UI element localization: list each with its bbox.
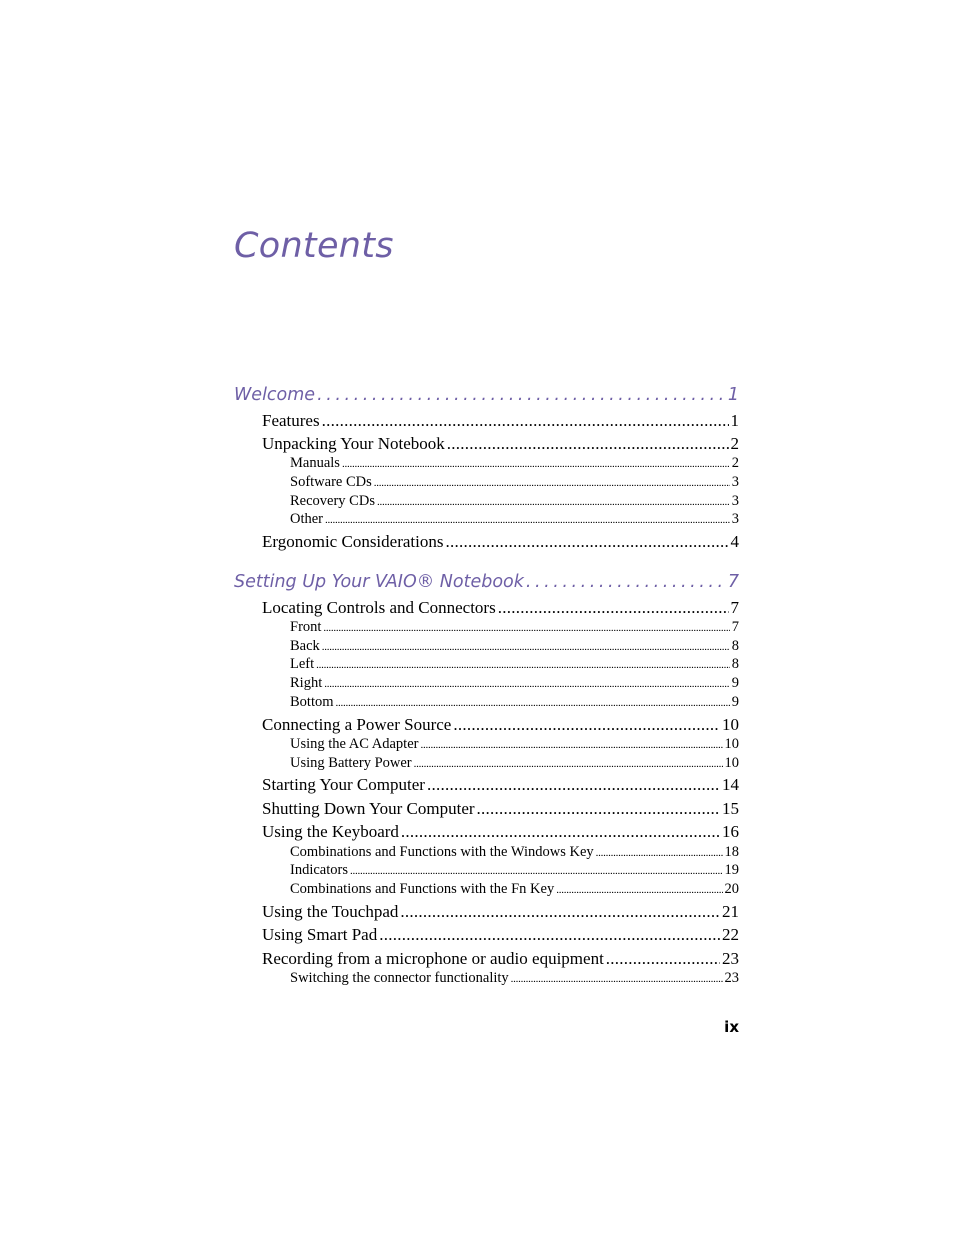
toc-subsection-entry[interactable] bbox=[290, 844, 739, 861]
toc-entry-label: Locating Controls and Connectors bbox=[262, 598, 496, 617]
toc-subsection-entry[interactable] bbox=[290, 881, 739, 898]
dot-leader bbox=[477, 799, 720, 819]
dot-leader bbox=[414, 755, 723, 772]
toc-entry-page: 9 bbox=[731, 675, 739, 691]
toc-entry-label: Using Smart Pad bbox=[262, 925, 378, 944]
dot-leader bbox=[401, 822, 720, 842]
toc-section-entry[interactable] bbox=[262, 925, 739, 945]
dot-leader bbox=[324, 675, 730, 692]
toc-entry-page: 9 bbox=[731, 694, 739, 710]
dot-leader bbox=[596, 844, 723, 861]
toc-entry-label: Connecting a Power Source bbox=[262, 715, 452, 734]
toc-entry-label: Using the AC Adapter bbox=[290, 736, 419, 752]
toc-entry-label: Using the Keyboard bbox=[262, 822, 399, 841]
toc-entry-page: 15 bbox=[722, 799, 739, 818]
toc-subsection-entry[interactable] bbox=[290, 970, 739, 987]
toc-section-entry[interactable] bbox=[262, 715, 739, 735]
toc-entry-page: 19 bbox=[724, 862, 739, 878]
toc-entry-label: Starting Your Computer bbox=[262, 775, 425, 794]
toc-entry-page: 2 bbox=[730, 434, 739, 453]
toc-entry-page: 23 bbox=[722, 949, 739, 968]
toc-entry-page: 7 bbox=[730, 598, 739, 617]
toc-subsection-entry[interactable] bbox=[290, 736, 739, 753]
dot-leader bbox=[427, 775, 720, 795]
toc-section-entry[interactable] bbox=[262, 598, 739, 618]
toc-entry-page: 18 bbox=[724, 844, 739, 860]
toc-entry-page: 7 bbox=[727, 572, 739, 592]
toc-entry-page: 7 bbox=[731, 619, 739, 635]
toc-entry-page: 1 bbox=[727, 385, 739, 405]
dot-leader bbox=[374, 474, 730, 491]
toc-subsection-entry[interactable] bbox=[290, 755, 739, 772]
toc-entry-label: Ergonomic Considerations bbox=[262, 532, 444, 551]
toc-entry-label: Software CDs bbox=[290, 474, 372, 490]
toc-section-entry[interactable] bbox=[262, 902, 739, 922]
toc-subsection-entry[interactable] bbox=[290, 474, 739, 491]
dot-leader bbox=[556, 881, 722, 898]
toc-subsection-entry[interactable] bbox=[290, 638, 739, 655]
toc-entry-label: Recording from a microphone or audio equipment bbox=[262, 949, 604, 968]
toc-entry-label: Indicators bbox=[290, 862, 348, 878]
toc-entry-label: Using Battery Power bbox=[290, 755, 412, 771]
dot-leader bbox=[453, 715, 720, 735]
toc-entry-page: 8 bbox=[731, 656, 739, 672]
toc-subsection-entry[interactable] bbox=[290, 493, 739, 510]
toc-subsection-entry[interactable] bbox=[290, 694, 739, 711]
toc-entry-page: 3 bbox=[731, 511, 739, 527]
toc-entry-label: Setting Up Your VAIO® Notebook bbox=[234, 572, 524, 592]
toc-entry-label: Manuals bbox=[290, 455, 340, 471]
page-title: Contents bbox=[234, 226, 394, 266]
toc-entry-label: Other bbox=[290, 511, 324, 527]
dot-leader bbox=[498, 598, 729, 618]
page-number: ix bbox=[724, 1018, 739, 1036]
toc-entry-page: 22 bbox=[722, 925, 739, 944]
toc-entry-page: 10 bbox=[722, 715, 739, 734]
toc-entry-page: 3 bbox=[731, 474, 739, 490]
dot-leader bbox=[350, 862, 723, 879]
dot-leader bbox=[447, 434, 729, 454]
toc-entry-page: 4 bbox=[730, 532, 739, 551]
dot-leader bbox=[377, 493, 730, 510]
toc-entry-page: 23 bbox=[724, 970, 739, 986]
toc-section-entry[interactable] bbox=[262, 822, 739, 842]
dot-leader bbox=[400, 902, 720, 922]
toc-chapter-entry[interactable] bbox=[234, 385, 739, 405]
toc-section-entry[interactable] bbox=[262, 434, 739, 454]
toc-subsection-entry[interactable] bbox=[290, 455, 739, 472]
toc-entry-label: Unpacking Your Notebook bbox=[262, 434, 445, 453]
toc-subsection-entry[interactable] bbox=[290, 656, 739, 673]
toc-entry-label: Recovery CDs bbox=[290, 493, 375, 509]
dot-leader bbox=[606, 949, 720, 969]
toc-subsection-entry[interactable] bbox=[290, 511, 739, 528]
toc-entry-page: 10 bbox=[724, 736, 739, 752]
toc-entry-label: Right bbox=[290, 675, 323, 691]
toc-entry-page: 14 bbox=[722, 775, 739, 794]
toc-entry-page: 10 bbox=[724, 755, 739, 771]
toc-entry-label: Back bbox=[290, 638, 320, 654]
dot-leader bbox=[379, 925, 720, 945]
dot-leader bbox=[511, 970, 723, 987]
toc-entry-label: Bottom bbox=[290, 694, 334, 710]
dot-leader bbox=[526, 572, 726, 592]
toc-entry-page: 2 bbox=[731, 455, 739, 471]
toc-entry-label: Features bbox=[262, 411, 320, 430]
dot-leader bbox=[325, 511, 730, 528]
dot-leader bbox=[336, 694, 730, 711]
toc-entry-label: Combinations and Functions with the Fn Key bbox=[290, 881, 555, 897]
dot-leader bbox=[445, 532, 728, 552]
dot-leader bbox=[323, 619, 729, 636]
toc-section-entry[interactable] bbox=[262, 532, 739, 552]
dot-leader bbox=[317, 385, 726, 405]
toc-entry-page: 8 bbox=[731, 638, 739, 654]
toc-subsection-entry[interactable] bbox=[290, 862, 739, 879]
toc-entry-label: Combinations and Functions with the Windows Key bbox=[290, 844, 594, 860]
toc-chapter-entry[interactable] bbox=[234, 572, 739, 592]
toc-entry-label: Shutting Down Your Computer bbox=[262, 799, 475, 818]
toc-entry-page: 20 bbox=[724, 881, 739, 897]
toc-section-entry[interactable] bbox=[262, 949, 739, 969]
toc-section-entry[interactable] bbox=[262, 799, 739, 819]
toc-entry-page: 21 bbox=[722, 902, 739, 921]
toc-entry-label: Welcome bbox=[234, 385, 316, 405]
dot-leader bbox=[322, 411, 729, 431]
dot-leader bbox=[316, 656, 730, 673]
dot-leader bbox=[342, 455, 730, 472]
dot-leader bbox=[322, 638, 730, 655]
toc-entry-page: 16 bbox=[722, 822, 739, 841]
toc-entry-page: 1 bbox=[730, 411, 739, 430]
toc-entry-label: Using the Touchpad bbox=[262, 902, 399, 921]
toc-entry-page: 3 bbox=[731, 493, 739, 509]
toc-subsection-entry[interactable] bbox=[290, 619, 739, 636]
toc-subsection-entry[interactable] bbox=[290, 675, 739, 692]
toc-entry-label: Left bbox=[290, 656, 315, 672]
toc-entry-label: Switching the connector functionality bbox=[290, 970, 509, 986]
toc-entry-label: Front bbox=[290, 619, 322, 635]
dot-leader bbox=[420, 736, 722, 753]
toc-section-entry[interactable] bbox=[262, 775, 739, 795]
toc-section-entry[interactable] bbox=[262, 411, 739, 431]
